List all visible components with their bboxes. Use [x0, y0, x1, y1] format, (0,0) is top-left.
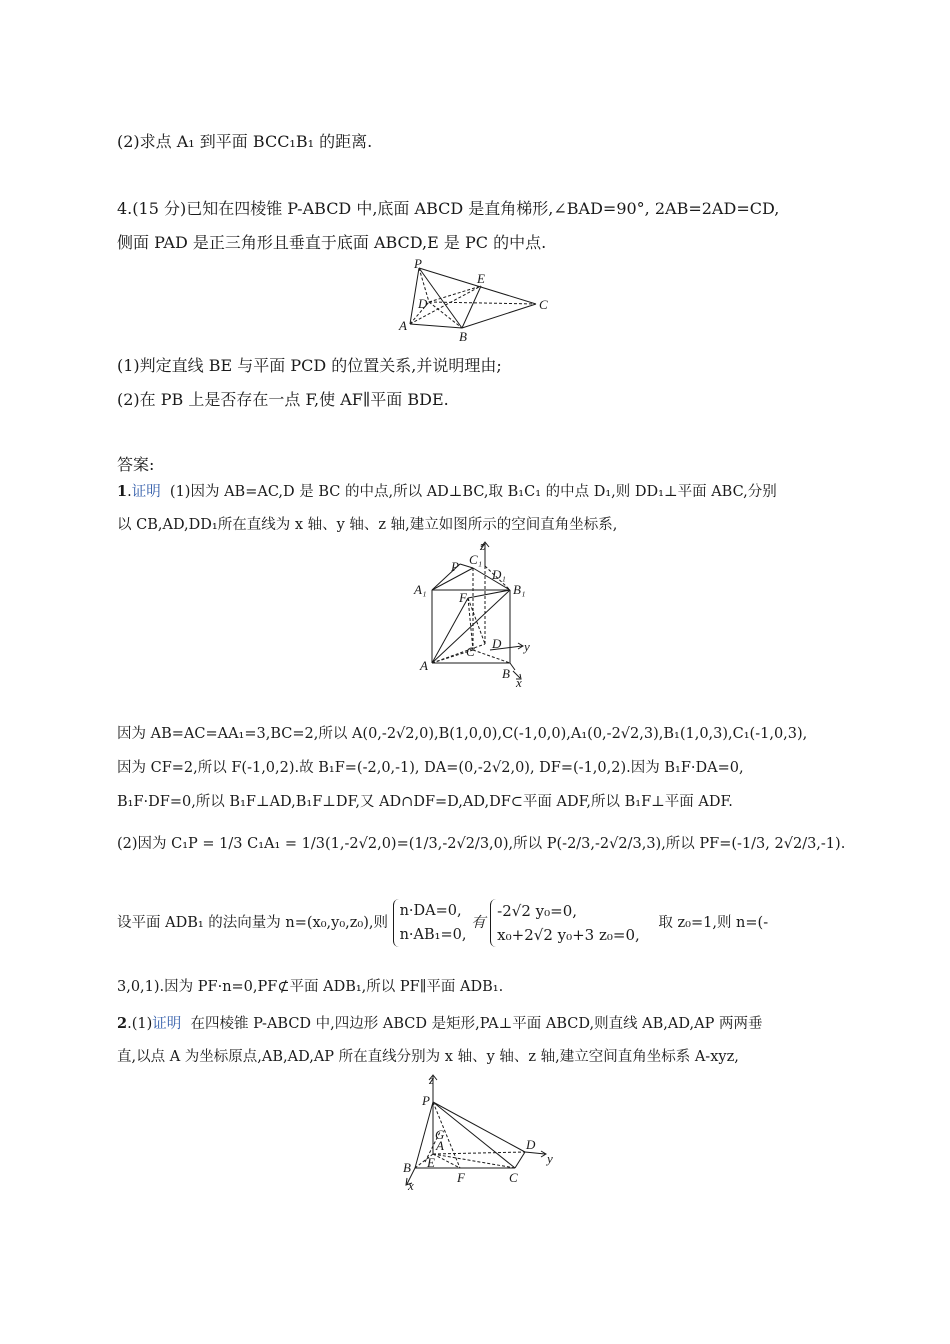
label-y: y	[524, 639, 530, 654]
label-C: C	[466, 644, 475, 659]
answer1-tag: 证明	[131, 484, 161, 500]
label-C: C	[509, 1170, 518, 1185]
equation-system-1	[393, 899, 467, 947]
rect-pyramid-figure	[395, 1072, 565, 1192]
answer1-line7-prefix: 设平面 ADB₁ 的法向量为 n=(x₀,y₀,z₀),则	[117, 915, 388, 931]
label-x: x	[516, 675, 522, 688]
answer2-part: (1)	[131, 1016, 153, 1032]
label-C1: C₁	[469, 552, 483, 567]
you-word: 有	[471, 915, 486, 931]
problem4-statement-line2: 侧面 PAD 是正三角形且垂直于底面 ABCD,E 是 PC 的中点.	[117, 233, 547, 252]
pyramid-figure	[395, 258, 560, 344]
label-B: B	[459, 329, 467, 344]
label-P: P	[451, 559, 459, 574]
label-y: y	[547, 1151, 553, 1166]
label-x: x	[408, 1178, 414, 1192]
answer2-line1: 2.(1)证明 在四棱锥 P-ABCD 中,四边形 ABCD 是矩形,PA⊥平面 ABCD,则直线 AB,AD,AP 两两垂	[117, 1015, 763, 1032]
system1-row1: n·DA=0,	[399, 903, 462, 919]
problem4-part2: (2)在 PB 上是否存在一点 F,使 AF∥平面 BDE.	[117, 390, 449, 409]
label-A: A	[399, 318, 407, 333]
answer1-line3: 因为 AB=AC=AA₁=3,BC=2,所以 A(0,-2√2,0),B(1,0,0),C(-1,0,0),A₁(0,-2√2,3),B₁(1,0,3),C₁(-1,0,3),	[117, 726, 808, 742]
equation-system-2	[490, 899, 640, 947]
label-F: F	[459, 590, 467, 605]
answer1-line8: 3,0,1).因为 PF·n=0,PF⊄平面 ADB₁,所以 PF∥平面 ADB₁.	[117, 979, 504, 995]
label-P: P	[422, 1093, 430, 1108]
system1-row2: n·AB₁=0,	[399, 927, 467, 943]
answer1-line1: 1.证明 (1)因为 AB=AC,D 是 BC 的中点,所以 AD⊥BC,取 B₁C₁ 的中点 D₁,则 DD₁⊥平面 ABC,分别	[117, 483, 777, 500]
system2-row1: -2√2 y₀=0,	[497, 902, 578, 920]
label-E: E	[477, 271, 485, 286]
answer1-text1: (1)因为 AB=AC,D 是 BC 的中点,所以 AD⊥BC,取 B₁C₁ 的中点 D₁,则 DD₁⊥平面 ABC,分别	[169, 484, 777, 500]
system2-row2: x₀+2√2 y₀+3 z₀=0,	[497, 926, 640, 944]
answer1-line2: 以 CB,AD,DD₁所在直线为 x 轴、y 轴、z 轴,建立如图所示的空间直角坐标系,	[117, 517, 618, 533]
label-D: D	[418, 296, 428, 311]
label-A1: A₁	[414, 582, 427, 597]
label-G: G	[435, 1127, 445, 1142]
label-D: D	[526, 1137, 536, 1152]
answer1-line4: 因为 CF=2,所以 F(-1,0,2).故 B₁F=(-2,0,-1), DA=(0,-2√2,0), DF=(-1,0,2).因为 B₁F·DA=0,	[117, 760, 744, 776]
problem3-part2: (2)求点 A₁ 到平面 BCC₁B₁ 的距离.	[117, 132, 373, 151]
label-A: A	[420, 658, 428, 673]
label-E: E	[427, 1155, 435, 1170]
answer2-number: 2	[117, 1015, 128, 1032]
problem4-statement-line1: 4.(15 分)已知在四棱锥 P-ABCD 中,底面 ABCD 是直角梯形,∠BAD=90°, 2AB=2AD=CD,	[117, 199, 780, 218]
answer2-tag: 证明	[152, 1016, 182, 1032]
label-B: B	[502, 666, 510, 681]
label-B1: B₁	[513, 582, 526, 597]
label-D1: D₁	[492, 567, 506, 582]
label-z: z	[429, 1072, 435, 1087]
answer1-line7-suffix: 取 z₀=1,则 n=(-	[658, 915, 769, 931]
answer1-number: 1	[117, 483, 128, 500]
prism-figure	[410, 538, 560, 688]
label-P: P	[414, 258, 422, 271]
label-z: z	[480, 538, 486, 553]
label-C: C	[539, 297, 548, 312]
label-B: B	[403, 1160, 411, 1175]
label-F: F	[457, 1170, 465, 1185]
answer2-text1: 在四棱锥 P-ABCD 中,四边形 ABCD 是矩形,PA⊥平面 ABCD,则直线 AB,AD,AP 两两垂	[190, 1016, 763, 1032]
answer1-line5: B₁F·DF=0,所以 B₁F⊥AD,B₁F⊥DF,又 AD∩DF=D,AD,DF⊂平面 ADF,所以 B₁F⊥平面 ADF.	[117, 794, 733, 810]
problem4-part1: (1)判定直线 BE 与平面 PCD 的位置关系,并说明理由;	[117, 356, 502, 375]
answers-heading: 答案:	[117, 455, 155, 474]
answer2-line2: 直,以点 A 为坐标原点,AB,AD,AP 所在直线分别为 x 轴、y 轴、z 轴,建立空间直角坐标系 A-xyz,	[117, 1049, 739, 1065]
label-A: A	[436, 1138, 444, 1153]
answer1-line7	[117, 899, 837, 947]
answer1-line6: (2)因为 C₁P = 1/3 C₁A₁ = 1/3(1,-2√2,0)=(1/3,-2√2/3,0),所以 P(-2/3,-2√2/3,3),所以 PF=(-1/3, 2√2/3,-1).	[117, 836, 846, 852]
label-D: D	[492, 636, 502, 651]
